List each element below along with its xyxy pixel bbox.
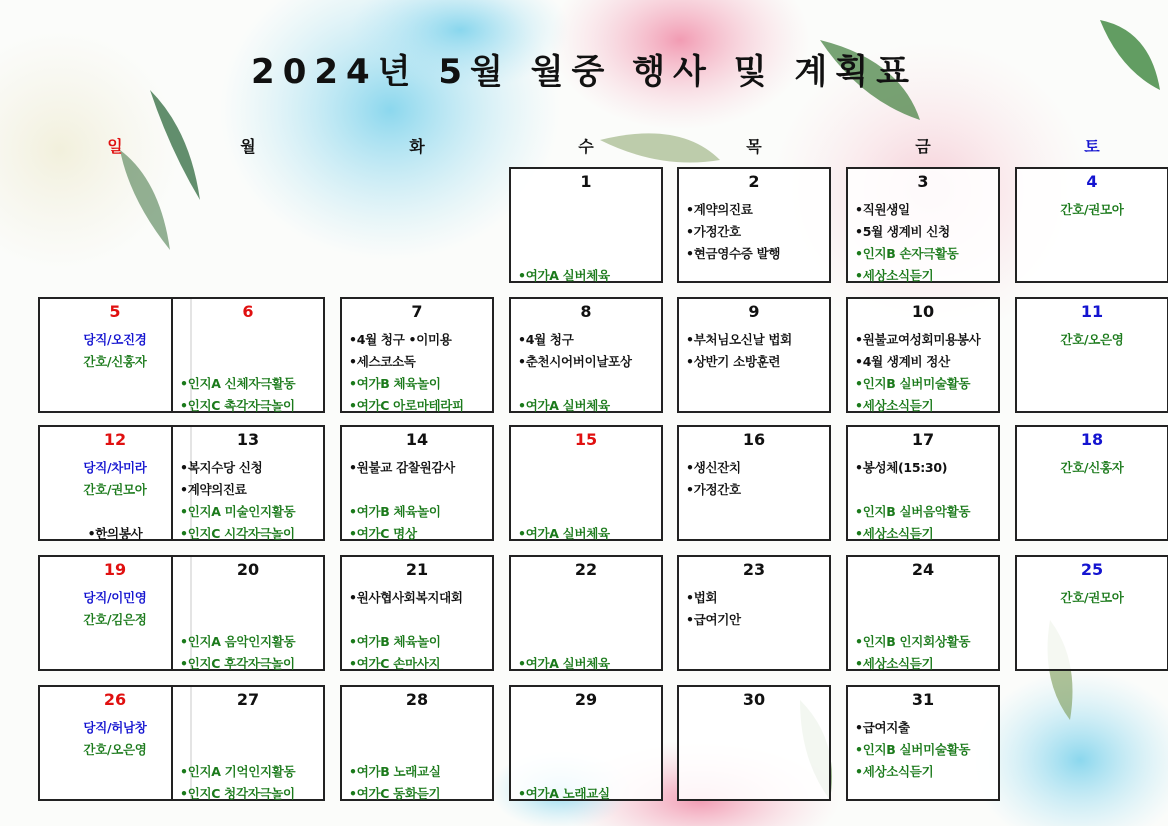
day-cell[interactable] bbox=[340, 685, 494, 801]
event-text: •봉성체(15:30) bbox=[855, 460, 948, 475]
event-text: •4월 생계비 정산 bbox=[855, 354, 950, 369]
event-text: 당직/이민영 bbox=[83, 590, 147, 605]
day-cell[interactable] bbox=[340, 297, 494, 413]
event-text: •인지B 실버미술활동 bbox=[855, 376, 971, 391]
event-text: •원불교여성회미용봉사 bbox=[855, 332, 981, 347]
day-number: 30 bbox=[742, 690, 766, 709]
event-text: •한의봉사 bbox=[87, 526, 143, 541]
weekday-label: 목 bbox=[746, 137, 762, 156]
event-text: •인지B 인지회상활동 bbox=[855, 634, 971, 649]
day-cell[interactable] bbox=[846, 685, 1000, 801]
day-cell[interactable] bbox=[171, 685, 325, 801]
weekday-label: 월 bbox=[240, 137, 256, 156]
event-text: •인지C 촉각자극놀이 bbox=[180, 398, 295, 413]
day-number: 31 bbox=[911, 690, 935, 709]
day-cell[interactable] bbox=[1015, 425, 1168, 541]
day-cell[interactable] bbox=[38, 425, 192, 541]
day-number: 18 bbox=[1080, 430, 1104, 449]
event-text: •인지A 기억인지활동 bbox=[180, 764, 296, 779]
day-number: 10 bbox=[911, 302, 935, 321]
day-number: 11 bbox=[1080, 302, 1104, 321]
event-text: •세상소식듣기 bbox=[855, 656, 934, 671]
event-text: •여가B 노래교실 bbox=[349, 764, 441, 779]
day-cell[interactable] bbox=[1015, 167, 1168, 283]
event-text: •여가B 체육놀이 bbox=[349, 504, 441, 519]
day-number: 27 bbox=[236, 690, 260, 709]
day-cell[interactable] bbox=[846, 555, 1000, 671]
day-number: 1 bbox=[580, 172, 592, 191]
day-number: 21 bbox=[405, 560, 429, 579]
day-number: 20 bbox=[236, 560, 260, 579]
event-text: •인지A 신체자극활동 bbox=[180, 376, 296, 391]
event-text: •세상소식듣기 bbox=[855, 268, 934, 283]
day-cell[interactable] bbox=[171, 297, 325, 413]
event-text: •5월 생계비 신청 bbox=[855, 224, 950, 239]
event-text: •인지B 손자극활동 bbox=[855, 246, 959, 261]
event-text: •인지C 청각자극놀이 bbox=[180, 786, 295, 801]
event-text: •계약의진료 bbox=[686, 202, 753, 217]
event-text: •여가A 실버체육 bbox=[518, 526, 610, 541]
day-cell[interactable] bbox=[509, 297, 663, 413]
day-cell[interactable] bbox=[38, 685, 192, 801]
day-cell[interactable] bbox=[677, 297, 831, 413]
event-text: •여가B 체육놀이 bbox=[349, 634, 441, 649]
day-number: 3 bbox=[917, 172, 929, 191]
event-text: 간호/권모아 bbox=[83, 482, 147, 497]
day-cell[interactable] bbox=[509, 425, 663, 541]
event-text: •세상소식듣기 bbox=[855, 526, 934, 541]
day-number: 19 bbox=[103, 560, 127, 579]
day-cell[interactable] bbox=[677, 555, 831, 671]
weekday-label: 일 bbox=[107, 137, 123, 156]
weekday-label: 금 bbox=[915, 137, 931, 156]
event-text: 간호/권모아 bbox=[1060, 590, 1124, 605]
event-text: •4월 청구 •이미용 bbox=[349, 332, 452, 347]
day-cell[interactable] bbox=[1015, 555, 1168, 671]
event-text: 당직/허남창 bbox=[83, 720, 147, 735]
event-text: •여가C 명상 bbox=[349, 526, 417, 541]
event-text: •인지A 미술인지활동 bbox=[180, 504, 296, 519]
event-text: •급여지출 bbox=[855, 720, 910, 735]
day-number: 9 bbox=[748, 302, 760, 321]
day-number: 17 bbox=[911, 430, 935, 449]
day-number: 4 bbox=[1086, 172, 1098, 191]
event-text: •생신잔치 bbox=[686, 460, 741, 475]
event-text: •가정간호 bbox=[686, 482, 741, 497]
day-cell[interactable] bbox=[677, 167, 831, 283]
day-number: 26 bbox=[103, 690, 127, 709]
day-number: 12 bbox=[103, 430, 127, 449]
event-text: •여가C 손마사지 bbox=[349, 656, 441, 671]
day-number: 6 bbox=[242, 302, 254, 321]
day-cell[interactable] bbox=[171, 555, 325, 671]
weekday-label: 수 bbox=[578, 137, 594, 156]
day-number: 23 bbox=[742, 560, 766, 579]
day-cell[interactable] bbox=[509, 685, 663, 801]
event-text: •세상소식듣기 bbox=[855, 764, 934, 779]
day-cell[interactable] bbox=[340, 555, 494, 671]
event-text: 간호/신홍자 bbox=[83, 354, 147, 369]
weekday-label: 토 bbox=[1084, 137, 1100, 156]
day-number: 22 bbox=[574, 560, 598, 579]
day-cell[interactable] bbox=[38, 297, 192, 413]
event-text: •세스코소독 bbox=[349, 354, 416, 369]
event-text: •인지B 실버미술활동 bbox=[855, 742, 971, 757]
event-text: •여가C 동화듣기 bbox=[349, 786, 441, 801]
event-text: •인지C 후각자극놀이 bbox=[180, 656, 295, 671]
event-text: •여가A 실버체육 bbox=[518, 656, 610, 671]
page-title: 2024년 5월 월중 행사 및 계획표 bbox=[251, 52, 917, 92]
event-text: 간호/김은정 bbox=[83, 612, 147, 627]
event-text: 당직/오진경 bbox=[83, 332, 147, 347]
event-text: •부처님오신날 법회 bbox=[686, 332, 792, 347]
day-cell[interactable] bbox=[677, 425, 831, 541]
day-number: 5 bbox=[109, 302, 121, 321]
day-cell[interactable] bbox=[1015, 297, 1168, 413]
event-text: 간호/오은영 bbox=[1060, 332, 1124, 347]
weekday-label: 화 bbox=[409, 137, 425, 156]
event-text: •현금영수증 발행 bbox=[686, 246, 781, 261]
event-text: •인지A 음악인지활동 bbox=[180, 634, 296, 649]
day-number: 8 bbox=[580, 302, 592, 321]
event-text: •여가A 실버체육 bbox=[518, 268, 610, 283]
event-text: •여가B 체육놀이 bbox=[349, 376, 441, 391]
event-text: •법회 bbox=[686, 590, 718, 605]
day-number: 14 bbox=[405, 430, 429, 449]
day-number: 13 bbox=[236, 430, 260, 449]
day-number: 2 bbox=[748, 172, 760, 191]
event-text: •춘천시어버이날포상 bbox=[518, 354, 632, 369]
event-text: •가정간호 bbox=[686, 224, 741, 239]
day-cell[interactable] bbox=[38, 555, 192, 671]
event-text: 당직/차미라 bbox=[83, 460, 147, 475]
event-text: •상반기 소방훈련 bbox=[686, 354, 781, 369]
event-text: •원사협사회복지대회 bbox=[349, 590, 463, 605]
day-cell[interactable] bbox=[171, 425, 325, 541]
day-cell[interactable] bbox=[509, 555, 663, 671]
day-cell[interactable] bbox=[677, 685, 831, 801]
day-number: 16 bbox=[742, 430, 766, 449]
event-text: •원불교 감찰원감사 bbox=[349, 460, 455, 475]
event-text: •계약의진료 bbox=[180, 482, 247, 497]
day-cell[interactable] bbox=[509, 167, 663, 283]
event-text: •여가C 아로마테라피 bbox=[349, 398, 464, 413]
event-text: •직원생일 bbox=[855, 202, 910, 217]
day-number: 7 bbox=[411, 302, 423, 321]
day-cell[interactable] bbox=[846, 425, 1000, 541]
event-text: •여가A 노래교실 bbox=[518, 786, 610, 801]
day-number: 28 bbox=[405, 690, 429, 709]
day-number: 24 bbox=[911, 560, 935, 579]
event-text: •세상소식듣기 bbox=[855, 398, 934, 413]
event-text: 간호/권모아 bbox=[1060, 202, 1124, 217]
event-text: •인지C 시각자극놀이 bbox=[180, 526, 295, 541]
day-number: 29 bbox=[574, 690, 598, 709]
event-text: •여가A 실버체육 bbox=[518, 398, 610, 413]
event-text: •복지수당 신청 bbox=[180, 460, 263, 475]
event-text: 간호/오은영 bbox=[83, 742, 147, 757]
event-text: 간호/신홍자 bbox=[1060, 460, 1124, 475]
event-text: •인지B 실버음악활동 bbox=[855, 504, 971, 519]
event-text: •급여기안 bbox=[686, 612, 741, 627]
event-text: •4월 청구 bbox=[518, 332, 574, 347]
day-cell[interactable] bbox=[340, 425, 494, 541]
day-cell[interactable] bbox=[846, 167, 1000, 283]
day-number: 25 bbox=[1080, 560, 1104, 579]
day-cell[interactable] bbox=[846, 297, 1000, 413]
day-number: 15 bbox=[574, 430, 598, 449]
